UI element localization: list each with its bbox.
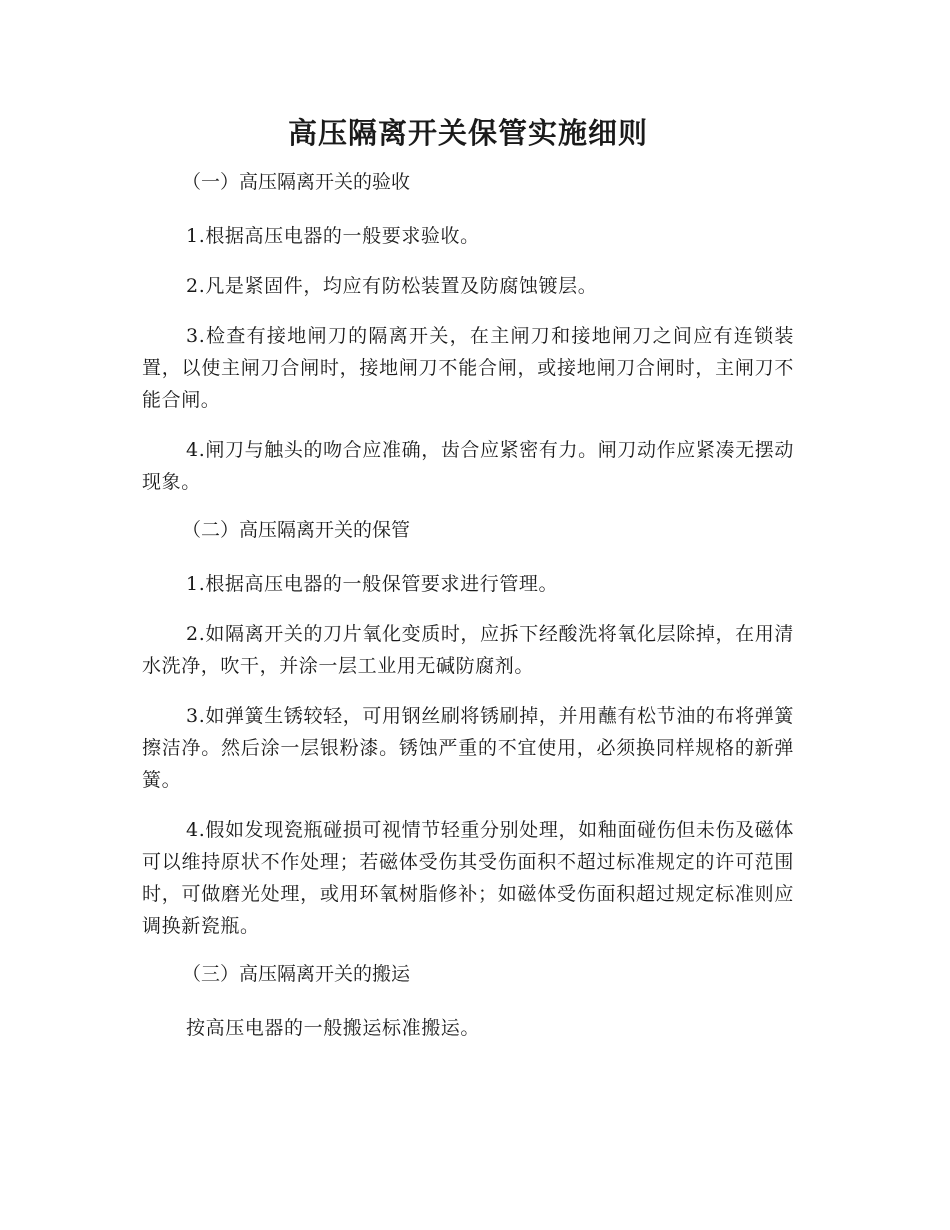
paragraph: 2.如隔离开关的刀片氧化变质时，应拆下经酸洗将氧化层除掉，在用清水洗净，吹干，并涂一层工业用无碱防腐剂。 <box>142 623 794 677</box>
paragraph: 2.凡是紧固件，均应有防松装置及防腐蚀镀层。 <box>186 275 598 297</box>
paragraph: 3.如弹簧生锈较轻，可用钢丝刷将锈刷掉，并用蘸有松节油的布将弹簧擦洁净。然后涂一层银粉漆。锈蚀严重的不宜使用，必须换同样规格的新弹簧。 <box>142 705 794 791</box>
document-title: 高压隔离开关保管实施细则 <box>287 116 648 150</box>
paragraph: 3.检查有接地闸刀的隔离开关，在主闸刀和接地闸刀之间应有连锁装置，以使主闸刀合闸时，接地闸刀不能合闸，或接地闸刀合闸时，主闸刀不能合闸。 <box>142 325 794 411</box>
paragraph: 按高压电器的一般搬运标准搬运。 <box>186 1017 481 1039</box>
section-heading-storage: （二）高压隔离开关的保管 <box>182 519 411 541</box>
document-page <box>142 108 794 1062</box>
paragraph: 4.假如发现瓷瓶碰损可视情节轻重分别处理，如釉面碰伤但未伤及磁体可以维持原状不作处理；若磁体受伤其受伤面积不超过标准规定的许可范围时，可做磨光处理，或用环氧树脂修补；如磁体受伤面积超过规定标准则应调换新瓷瓶。 <box>142 819 794 937</box>
paragraph: 4.闸刀与触头的吻合应准确，齿合应紧密有力。闸刀动作应紧凑无摆动现象。 <box>142 439 794 493</box>
paragraph: 1.根据高压电器的一般保管要求进行管理。 <box>186 573 559 595</box>
section-heading-transport: （三）高压隔离开关的搬运 <box>182 963 411 985</box>
section-heading-acceptance: （一）高压隔离开关的验收 <box>182 171 411 193</box>
paragraph: 1.根据高压电器的一般要求验收。 <box>186 225 480 247</box>
